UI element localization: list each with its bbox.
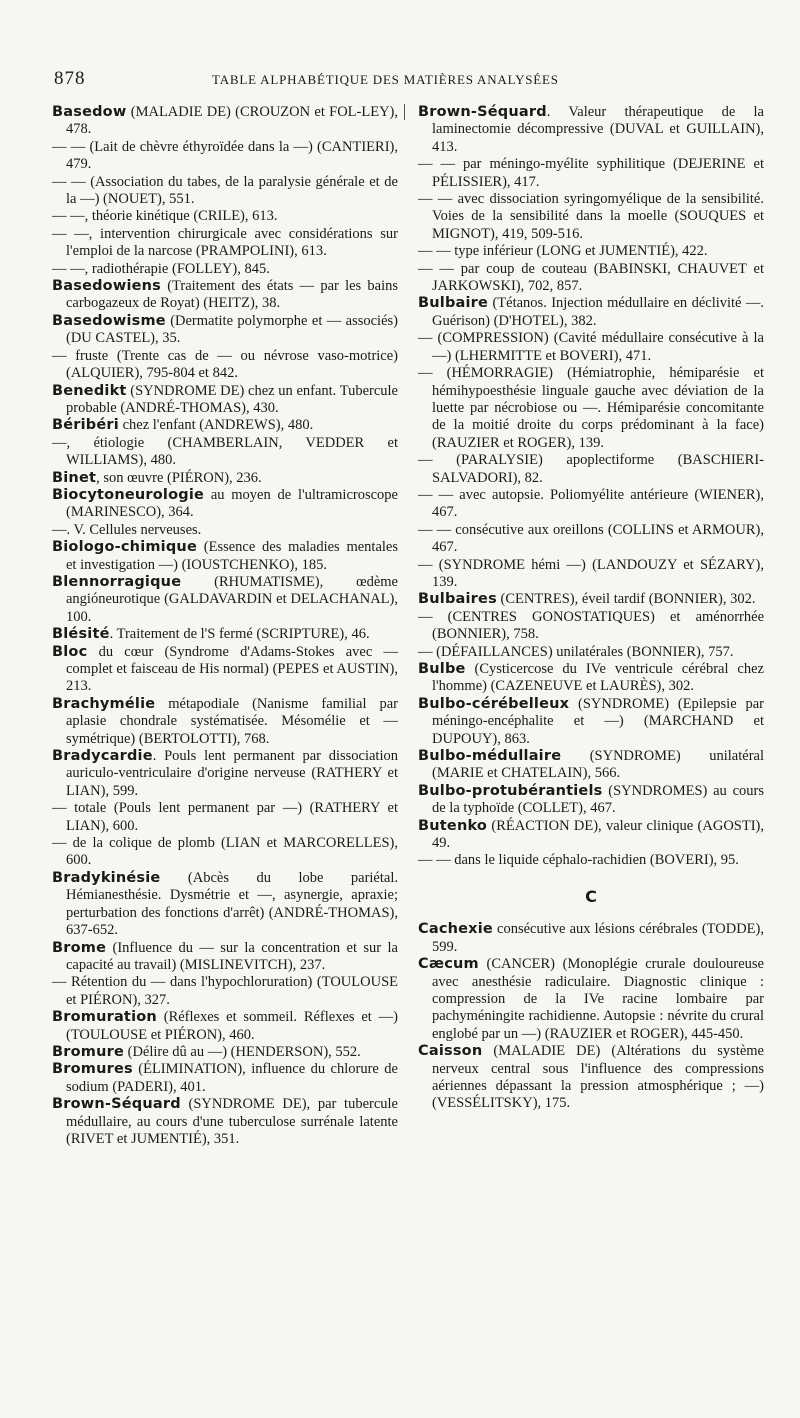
entry-text: — — type inférieur (LONG et JUMENTIÉ), 422. bbox=[418, 243, 708, 260]
index-entry bbox=[418, 783, 764, 818]
index-entry bbox=[52, 1061, 398, 1096]
index-entry bbox=[418, 487, 764, 522]
entry-heading: Blésité bbox=[52, 626, 110, 643]
index-entry bbox=[52, 574, 398, 626]
index-entry bbox=[418, 522, 764, 557]
entry-text: métapodiale (Nanisme familial par aplasie chondrale systématisée. Mésomélie et — symétrique) (BERTOLOTTI), 768. bbox=[66, 695, 398, 747]
index-entry bbox=[52, 435, 398, 470]
index-entry bbox=[52, 174, 398, 209]
index-entry bbox=[52, 1096, 398, 1148]
entry-heading: Basedowisme bbox=[52, 312, 166, 329]
index-entry bbox=[52, 1044, 398, 1061]
index-entry bbox=[418, 696, 764, 748]
entry-text: — — avec autopsie. Poliomyélite antérieure (WIENER), 467. bbox=[418, 486, 764, 521]
entry-heading: Bulbaires bbox=[418, 591, 497, 608]
entry-text: (Dermatite polymorphe et — associés) (DU CASTEL), 35. bbox=[66, 312, 398, 347]
entry-text: — Rétention du — dans l'hypochloruration) (TOULOUSE et PIÉRON), 327. bbox=[52, 974, 398, 1008]
entry-heading: Bromure bbox=[52, 1043, 124, 1060]
entry-heading: Bloc bbox=[52, 643, 88, 660]
entry-text: — — (Association du tabes, de la paralysie générale et de la —) (NOUET), 551. bbox=[52, 173, 398, 208]
entry-text: (SYNDROME) (Epilepsie par méningo-encéphalite et —) (MARCHAND et DUPOUY), 863. bbox=[432, 695, 764, 747]
index-entry bbox=[52, 1009, 398, 1044]
entry-heading: Bulbo-cérébelleux bbox=[418, 695, 570, 712]
entry-text: (Abcès du lobe pariétal. Hémianesthésie. Dysmétrie et —, asynergie, apraxie; perturbation des fonctions d'arrêt) (ANDRÉ-THOMAS), 637-652. bbox=[66, 869, 398, 939]
section-b-entries bbox=[418, 104, 764, 870]
index-entry bbox=[418, 661, 764, 696]
entry-text: (Influence du — sur la concentration et sur la capacité au travail) (MISLINEVITCH), 237. bbox=[66, 939, 398, 973]
entry-text: — (DÉFAILLANCES) unilatérales (BONNIER), 757. bbox=[418, 643, 734, 660]
entry-text: (CENTRES), éveil tardif (BONNIER), 302. bbox=[496, 591, 756, 608]
index-entry bbox=[52, 626, 398, 643]
entry-text: —. V. Cellules nerveuses. bbox=[52, 521, 202, 538]
entry-text: (RÉACTION DE), valeur clinique (AGOSTI), 49. bbox=[432, 817, 764, 852]
index-entry bbox=[52, 835, 398, 870]
entry-text: (MALADIE DE) (Altérations du système nerveux central sous l'influence des compressions aériennes dépassant la pression atmosphérique ; —) (VESSÉLITSKY), 175. bbox=[432, 1043, 764, 1112]
entry-heading: Benedikt bbox=[52, 382, 127, 399]
running-title: TABLE ALPHABÉTIQUE DES MATIÈRES ANALYSÉES bbox=[212, 72, 559, 87]
entry-heading: Bradycardie bbox=[52, 748, 153, 765]
index-entry bbox=[52, 644, 398, 696]
entry-text: consécutive aux lésions cérébrales (TODDE), 599. bbox=[432, 921, 764, 955]
index-entry bbox=[418, 852, 764, 869]
entry-heading: Brachymélie bbox=[52, 695, 156, 712]
index-entry bbox=[52, 278, 398, 313]
entry-heading: Bulbo-protubérantiels bbox=[418, 782, 603, 799]
index-entry bbox=[418, 591, 764, 608]
right-column bbox=[418, 104, 764, 1113]
entry-text: — (CENTRES GONOSTATIQUES) et aménorrhée (BONNIER), 758. bbox=[418, 608, 764, 643]
index-entry bbox=[418, 557, 764, 592]
index-entry bbox=[52, 313, 398, 348]
section-c-entries bbox=[418, 921, 764, 1112]
entry-text: — —, théorie kinétique (CRILE), 613. bbox=[52, 208, 278, 225]
entry-text: (CANCER) (Monoplégie crurale douloureuse avec anesthésie radiculaire. Diagnostic clinique : compression de la IVe racine lombaire par pachyméningite rachidienne. Autopsie : névrite du crural englobé par un —) (RAUZIER et ROGER), 445-450. bbox=[432, 956, 764, 1042]
entry-heading: Bulbo-médullaire bbox=[418, 748, 562, 765]
index-entry bbox=[418, 452, 764, 487]
entry-text: . Traitement de l'S fermé (SCRIPTURE), 46. bbox=[109, 626, 370, 643]
entry-text: — (PARALYSIE) apoplectiforme (BASCHIERI-SALVADORI), 82. bbox=[418, 452, 764, 486]
index-entry bbox=[52, 383, 398, 418]
entry-heading: Bulbaire bbox=[418, 295, 489, 312]
entry-heading: Cachexie bbox=[418, 921, 493, 938]
entry-heading: Bulbe bbox=[418, 661, 466, 677]
index-entry bbox=[418, 191, 764, 243]
index-entry bbox=[52, 470, 398, 487]
index-entry bbox=[52, 226, 398, 261]
entry-text: (MALADIE DE) (CROUZON et FOL-LEY), 478. bbox=[66, 104, 398, 138]
page-header bbox=[54, 68, 766, 92]
entry-text: chez l'enfant (ANDREWS), 480. bbox=[118, 417, 314, 434]
entry-heading: Béribéri bbox=[52, 417, 119, 434]
entry-text: (Réflexes et sommeil. Réflexes et —) (TOULOUSE et PIÉRON), 460. bbox=[66, 1009, 398, 1043]
index-entry bbox=[52, 417, 398, 434]
entry-heading: Basedowiens bbox=[52, 278, 161, 295]
entry-text: (Traitement des états — par les bains carbogazeux de Royat) (HEITZ), 38. bbox=[66, 278, 398, 312]
entry-heading: Biocytoneurologie bbox=[52, 486, 205, 503]
index-entry bbox=[52, 208, 398, 225]
index-entry bbox=[418, 295, 764, 330]
entry-text: — — par coup de couteau (BABINSKI, CHAUVET et JARKOWSKI), 702, 857. bbox=[418, 260, 764, 295]
entry-text: — — (Lait de chèvre éthyroïdée dans la —) (CANTIERI), 479. bbox=[52, 138, 398, 173]
section-letter: C bbox=[585, 886, 597, 906]
index-entry bbox=[52, 800, 398, 835]
index-entry bbox=[418, 330, 764, 365]
entry-text: (Cysticercose du IVe ventricule cérébral chez l'homme) (CAZENEUVE et LAURÈS), 302. bbox=[432, 661, 764, 695]
entry-text: (SYNDROME) unilatéral (MARIE et CHATELAIN), 566. bbox=[432, 748, 764, 782]
index-entry bbox=[52, 487, 398, 522]
entry-text: (Essence des maladies mentales et investigation —) (IOUSTCHENKO), 185. bbox=[66, 539, 398, 573]
entry-heading: Brome bbox=[52, 939, 107, 956]
entry-heading: Cæcum bbox=[418, 956, 479, 973]
entry-heading: Brown-Séquard bbox=[418, 104, 547, 120]
entry-text: — de la colique de plomb (LIAN et MARCORELLES), 600. bbox=[52, 835, 398, 869]
entry-heading: Bradykinésie bbox=[52, 869, 161, 886]
entry-text: — (SYNDROME hémi —) (LANDOUZY et SÉZARY), 139. bbox=[418, 556, 764, 590]
entry-text: (SYNDROMES) au cours de la typhoïde (COLLET), 467. bbox=[432, 782, 764, 817]
entry-text: (ÉLIMINATION), influence du chlorure de sodium (PADERI), 401. bbox=[66, 1061, 398, 1095]
index-entry bbox=[52, 139, 398, 174]
entry-heading: Biologo-chimique bbox=[52, 539, 197, 556]
column-rule bbox=[404, 104, 405, 120]
index-entry bbox=[52, 539, 398, 574]
entry-text: (Délire dû au —) (HENDERSON), 552. bbox=[123, 1043, 361, 1060]
entry-text: — — avec dissociation syringomyélique de la sensibilité. Voies de la sensibilité dans la moelle (SOUQUES et MIGNOT), 419, 509-516. bbox=[418, 191, 764, 242]
entry-heading: Butenko bbox=[418, 817, 488, 834]
index-entry bbox=[418, 644, 764, 661]
entry-heading: Bromures bbox=[52, 1061, 133, 1078]
index-entry bbox=[52, 974, 398, 1009]
index-entry bbox=[52, 104, 398, 139]
index-entry bbox=[418, 609, 764, 644]
entry-heading: Bromuration bbox=[52, 1009, 157, 1026]
index-entry bbox=[52, 940, 398, 975]
index-entry bbox=[52, 522, 398, 539]
index-entry bbox=[52, 261, 398, 278]
index-entry bbox=[418, 956, 764, 1043]
entry-heading: Blennorragique bbox=[52, 573, 182, 590]
index-entry bbox=[52, 870, 398, 940]
entry-text: — — par méningo-myélite syphilitique (DEJERINE et PÉLISSIER), 417. bbox=[418, 156, 764, 190]
index-entry bbox=[52, 748, 398, 800]
entry-text: (SYNDROME DE) chez un enfant. Tubercule probable (ANDRÉ-THOMAS), 430. bbox=[66, 382, 398, 416]
entry-text: — (HÉMORRAGIE) (Hémiatrophie, hémiparésie et hémihypoesthésie linguale gauche avec déviation de la luette par nécrobiose ou —. Hémiparésie concomitante de la moitié droite du corps prédominant à la face) (RAUZIER et ROGER), 139. bbox=[418, 365, 764, 451]
entry-text: du cœur (Syndrome d'Adams-Stokes avec — complet et faisceau de His normal) (PEPES et AUSTIN), 213. bbox=[66, 643, 398, 695]
entry-text: , son œuvre (PIÉRON), 236. bbox=[96, 469, 262, 486]
page-number: 878 bbox=[54, 68, 86, 89]
entry-text: — totale (Pouls lent permanent par —) (RATHERY et LIAN), 600. bbox=[52, 800, 398, 834]
entry-heading: Brown-Séquard bbox=[52, 1096, 181, 1113]
index-entry bbox=[418, 156, 764, 191]
entry-text: — fruste (Trente cas de — ou névrose vaso-motrice) (ALQUIER), 795-804 et 842. bbox=[52, 347, 398, 382]
entry-text: — —, intervention chirurgicale avec considérations sur l'emploi de la narcose (PRAMPOLINI), 613. bbox=[52, 225, 398, 260]
index-entry bbox=[418, 748, 764, 783]
entry-text: — — consécutive aux oreillons (COLLINS et ARMOUR), 467. bbox=[418, 521, 764, 556]
entry-heading: Binet bbox=[52, 469, 97, 486]
entry-heading: Caisson bbox=[418, 1043, 483, 1060]
entry-text: (SYNDROME DE), par tubercule médullaire, au cours d'une tuberculose surrénale latente (RIVET et JUMENTIÉ), 351. bbox=[66, 1096, 398, 1147]
entry-text: — — dans le liquide céphalo-rachidien (BOVERI), 95. bbox=[418, 852, 739, 869]
index-entry bbox=[418, 1043, 764, 1113]
index-entry bbox=[418, 104, 764, 156]
entry-text: (Tétanos. Injection médullaire en déclivité —. Guérison) (D'HOTEL), 382. bbox=[432, 295, 764, 329]
index-entry bbox=[418, 818, 764, 853]
entry-text: — (COMPRESSION) (Cavité médullaire consécutive à la —) (LHERMITTE et BOVERI), 471. bbox=[418, 330, 764, 364]
index-entry bbox=[52, 348, 398, 383]
entry-text: (RHUMATISME), œdème angióneurotique (GALDAVARDIN et DELACHANAL), 100. bbox=[66, 573, 398, 625]
index-entry bbox=[418, 261, 764, 296]
index-entry bbox=[52, 696, 398, 748]
left-column bbox=[52, 104, 398, 1148]
entry-text: — —, radiothérapie (FOLLEY), 845. bbox=[52, 260, 270, 277]
index-entry bbox=[418, 243, 764, 260]
entry-text: . Pouls lent permanent par dissociation auriculo-ventriculaire d'origine nerveuse (RATHERY et LIAN), 599. bbox=[66, 748, 398, 799]
entry-text: . Valeur thérapeutique de la laminectomie décompressive (DUVAL et GUILLAIN), 413. bbox=[432, 104, 764, 155]
index-entry bbox=[418, 921, 764, 956]
index-entry bbox=[418, 365, 764, 452]
entry-text: —, étiologie (CHAMBERLAIN, VEDDER et WILLIAMS), 480. bbox=[52, 434, 398, 469]
entry-text: au moyen de l'ultramicroscope (MARINESCO), 364. bbox=[66, 486, 398, 521]
entry-heading: Basedow bbox=[52, 104, 127, 120]
